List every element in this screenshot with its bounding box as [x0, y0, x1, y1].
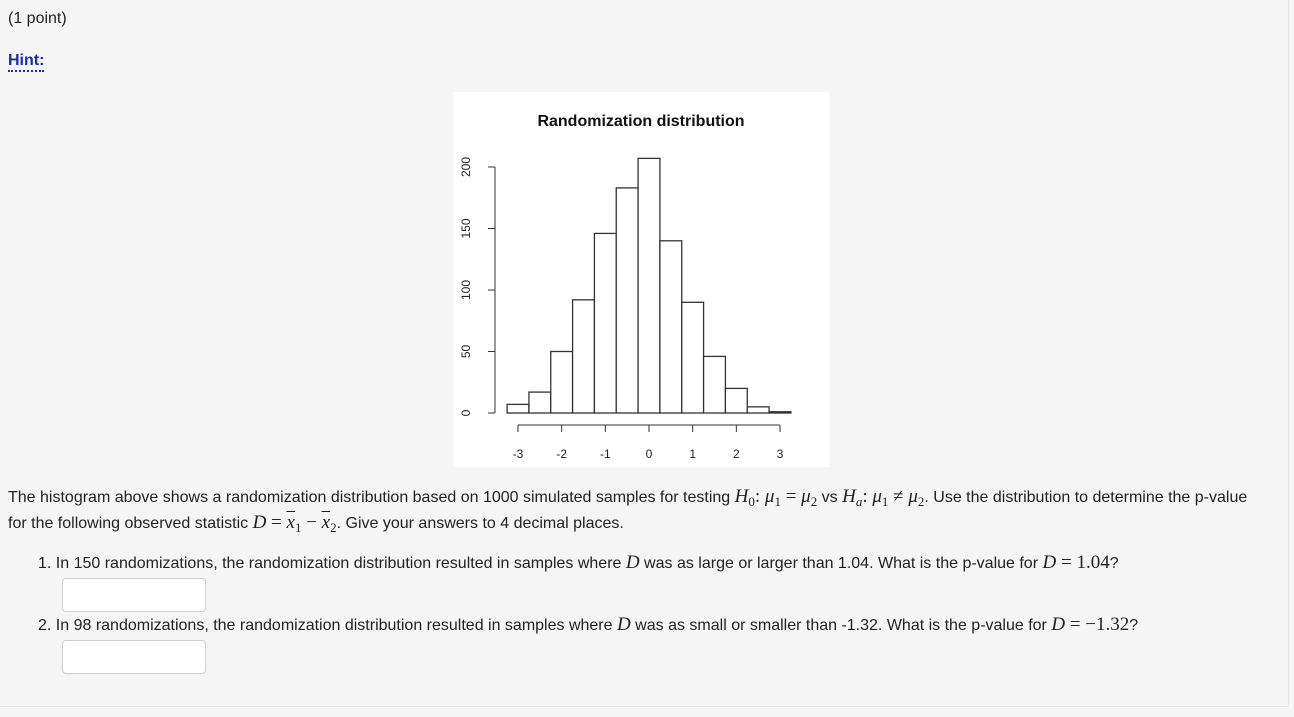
answer-input-1[interactable]	[62, 578, 206, 612]
histogram-bar-7	[638, 158, 660, 413]
problem-statement	[8, 484, 1258, 536]
histogram-bar-12	[747, 407, 769, 413]
histogram-bar-8	[660, 241, 682, 413]
histogram-bar-6	[616, 188, 638, 413]
x-tick-label-1: -2	[556, 447, 568, 461]
stem-text-3: . Give your answers to 4 decimal places.	[336, 515, 624, 532]
point-value: (1 point)	[8, 10, 67, 27]
histogram-bar-5	[594, 233, 616, 413]
x-tick-label-2: -1	[599, 447, 611, 461]
histogram-bar-10	[704, 356, 726, 413]
histogram-svg	[454, 92, 829, 467]
null-hypothesis-math: $H_0$: $\mu_1 = \mu_2$	[734, 486, 818, 509]
histogram-bar-13	[769, 412, 791, 413]
y-tick-label-50: 50	[459, 344, 473, 359]
x-tick-label-0: -3	[512, 447, 524, 461]
x-tick-label-4: 1	[689, 447, 697, 461]
y-tick-label-100: 100	[459, 279, 473, 301]
histogram-bar-3	[551, 352, 573, 414]
question-1: 1. In 150 randomizations, the randomization distribution resulted in samples where D was as large or larger than 1.04. What is the p-value for D = 1.04?	[38, 552, 1119, 573]
alt-hypothesis-math: $H_a$: $\mu_1 \ne \mu_2$	[842, 486, 925, 509]
histogram-bar-9	[682, 302, 704, 413]
y-tick-label-0: 0	[459, 409, 473, 417]
histogram-chart	[454, 92, 829, 467]
x-tick-label-6: 3	[776, 447, 784, 461]
histogram-bar-2	[529, 392, 551, 413]
y-tick-label-200: 200	[459, 156, 473, 178]
x-tick-label-5: 2	[732, 447, 740, 461]
stem-text-2: . Use the distribution to determine the p-value for the following observed statistic	[8, 489, 1248, 532]
chart-title: Randomization distribution	[537, 113, 745, 130]
statistic-math: $D = \overline{x}_1 - \overline{x}_2$	[252, 512, 337, 535]
stem-text-1: The histogram above shows a randomization distribution based on 1000 simulated samples for testing	[8, 489, 735, 506]
hint-link[interactable]: Hint:	[8, 52, 44, 72]
question-2: 2. In 98 randomizations, the randomization distribution resulted in samples where D was as small or smaller than -1.32. What is the p-value for D = −1.32?	[38, 614, 1139, 635]
y-tick-label-150: 150	[459, 218, 473, 239]
x-tick-label-3: 0	[645, 447, 653, 461]
histogram-bar-4	[573, 300, 595, 413]
vs-text: vs	[817, 489, 843, 506]
answer-input-2[interactable]	[62, 640, 206, 674]
histogram-bar-11	[725, 388, 747, 413]
histogram-bar-1	[507, 404, 529, 413]
